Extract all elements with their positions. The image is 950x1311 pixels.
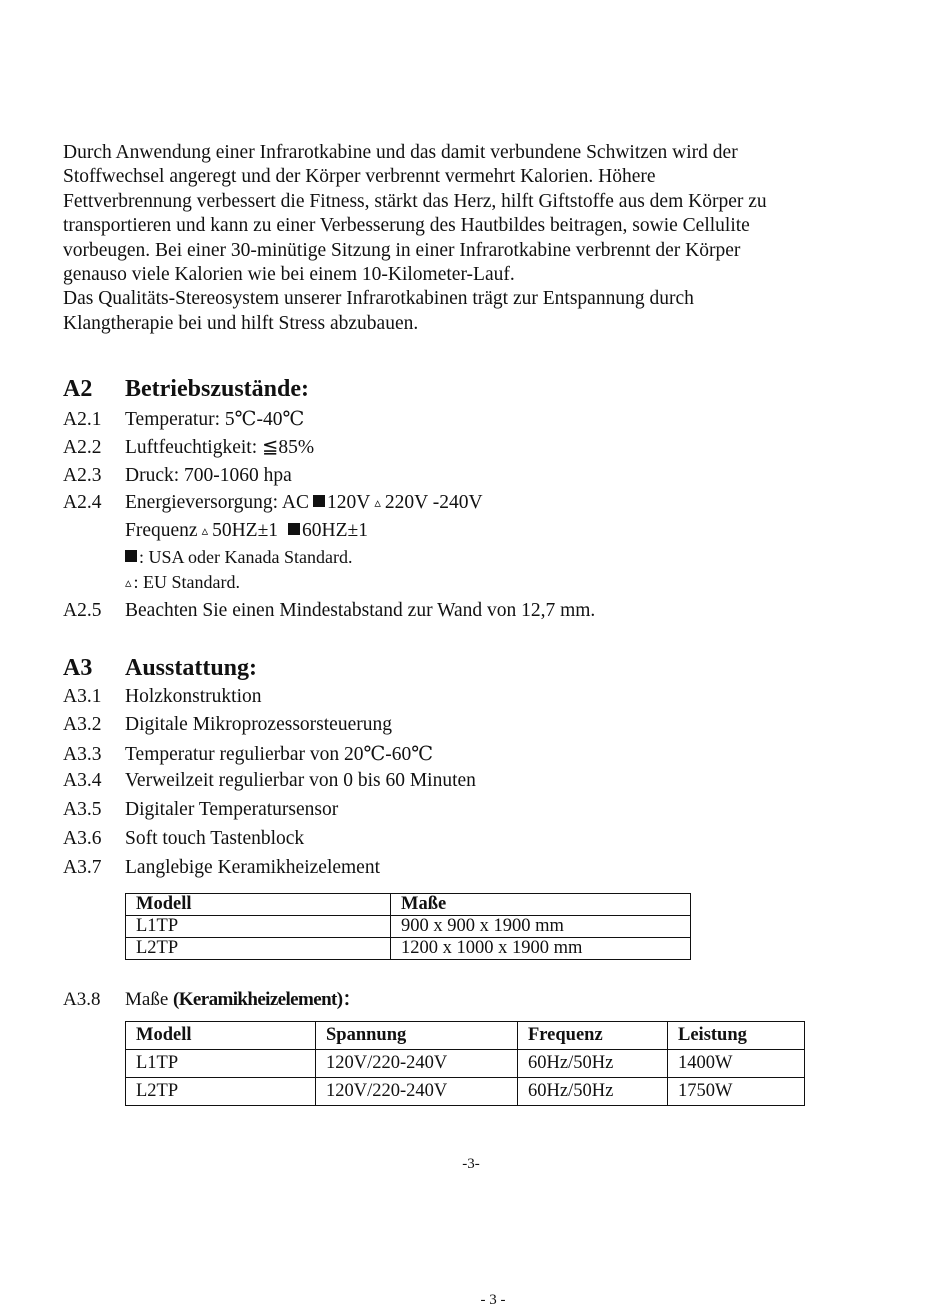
table-cell: 1400W bbox=[668, 1050, 805, 1078]
section-title: Ausstattung: bbox=[125, 655, 258, 681]
item-text: Soft touch Tastenblock bbox=[125, 828, 305, 849]
table-cell: 900 x 900 x 1900 mm bbox=[391, 916, 691, 938]
table-cell: 120V/220-240V bbox=[316, 1050, 518, 1078]
text-line: genauso viele Kalorien wie bei einem 10-Kilometer-Lauf. bbox=[63, 264, 515, 286]
legend-us bbox=[125, 547, 352, 568]
list-item bbox=[63, 600, 595, 622]
item-number: A2.4 bbox=[63, 492, 102, 513]
table-header-cell: Leistung bbox=[668, 1022, 805, 1050]
item-text: Holzkonstruktion bbox=[125, 686, 262, 707]
item-number: A3.7 bbox=[63, 857, 102, 878]
eu-triangle-icon: ▵ bbox=[201, 523, 209, 538]
legend-text: : EU Standard. bbox=[133, 572, 241, 592]
eu-frequency: 50HZ±1 bbox=[212, 520, 279, 541]
table-header-cell: Modell bbox=[126, 1022, 316, 1050]
text-line: transportieren und kann zu einer Verbesserung des Hautbildes beitragen, sowie Cellulite bbox=[63, 215, 750, 237]
item-text-bold: (Keramikheizelement)： bbox=[173, 989, 361, 1010]
table-row bbox=[126, 1050, 805, 1078]
list-item bbox=[63, 857, 380, 879]
text-line: vorbeugen. Bei einer 30-minütige Sitzung in einer Infrarotkabine verbrennt der Körper bbox=[63, 239, 741, 261]
us-frequency: 60HZ±1 bbox=[302, 520, 368, 541]
page-number-outer: - 3 - bbox=[480, 1292, 506, 1308]
heating-element-table bbox=[125, 1021, 805, 1106]
table-header-cell: Maße bbox=[391, 894, 691, 916]
table-cell: 1750W bbox=[668, 1078, 805, 1106]
list-item bbox=[63, 714, 392, 736]
item-text: Verweilzeit regulierbar von 0 bis 60 Minuten bbox=[125, 770, 476, 791]
section-heading-a3 bbox=[63, 655, 257, 682]
item-text: Digitale Mikroprozessorsteuerung bbox=[125, 714, 392, 735]
item-text: Energieversorgung: AC bbox=[125, 492, 309, 513]
text-line: Durch Anwendung einer Infrarotkabine und das damit verbundene Schwitzen wird der bbox=[63, 142, 738, 163]
item-number: A3.4 bbox=[63, 770, 102, 791]
item-number: A3.8 bbox=[63, 989, 101, 1010]
item-text: Temperatur regulierbar von 20℃-60℃ bbox=[125, 744, 434, 765]
eu-triangle-icon: ▵ bbox=[374, 495, 381, 510]
item-number: A3.6 bbox=[63, 828, 102, 849]
table-header-cell: Modell bbox=[126, 894, 391, 916]
legend-eu bbox=[125, 572, 240, 593]
list-item bbox=[63, 742, 433, 766]
table-cell: 1200 x 1000 x 1900 mm bbox=[391, 938, 691, 960]
square-legend-icon bbox=[125, 550, 137, 562]
triangle-legend-icon: ▵ bbox=[125, 575, 132, 590]
item-number: A2.2 bbox=[63, 437, 102, 458]
table-header-row bbox=[126, 894, 691, 916]
item-text: Maße bbox=[125, 989, 169, 1010]
list-item bbox=[63, 770, 476, 792]
table-cell: 60Hz/50Hz bbox=[518, 1050, 668, 1078]
intro-text bbox=[63, 141, 883, 336]
text-line: Klangtherapie bei und hilft Stress abzubauen. bbox=[63, 312, 419, 334]
page-number-inner: -3- bbox=[462, 1156, 480, 1172]
table-cell: L1TP bbox=[126, 916, 391, 938]
table-row bbox=[126, 1078, 805, 1106]
item-number: A2.3 bbox=[63, 465, 102, 486]
section-heading-a2 bbox=[63, 376, 309, 403]
table-cell: L2TP bbox=[126, 938, 391, 960]
item-number: A3.3 bbox=[63, 744, 102, 765]
power-supply-item bbox=[63, 492, 483, 514]
list-item bbox=[63, 465, 292, 487]
table-cell: L2TP bbox=[126, 1078, 316, 1106]
table-header-row bbox=[126, 1022, 805, 1050]
table-cell: 120V/220-240V bbox=[316, 1078, 518, 1106]
heating-element-heading bbox=[63, 984, 361, 1011]
item-number: A2.5 bbox=[63, 600, 102, 621]
item-text: Langlebige Keramikheizelement bbox=[125, 857, 381, 878]
intro-paragraph-2 bbox=[63, 287, 883, 336]
item-number: A2.1 bbox=[63, 409, 102, 430]
item-number: A3.2 bbox=[63, 714, 102, 735]
us-square-icon bbox=[313, 495, 325, 507]
intro-paragraph-1 bbox=[63, 141, 883, 287]
item-text: Beachten Sie einen Mindestabstand zur Wand von 12,7 mm. bbox=[125, 600, 596, 621]
eu-voltage: 220V -240V bbox=[384, 492, 483, 513]
list-item bbox=[63, 686, 262, 708]
text-line: Das Qualitäts-Stereosystem unserer Infrarotkabinen trägt zur Entspannung durch bbox=[63, 288, 694, 310]
us-voltage: 120V bbox=[326, 492, 371, 513]
table-row bbox=[126, 916, 691, 938]
legend-text: : USA oder Kanada Standard. bbox=[139, 547, 353, 567]
list-item bbox=[63, 828, 304, 850]
list-item bbox=[63, 435, 314, 459]
us-square-icon bbox=[288, 523, 300, 535]
list-item bbox=[63, 799, 338, 821]
section-title: Betriebszustände: bbox=[125, 376, 309, 402]
item-number: A3.5 bbox=[63, 799, 102, 820]
table-header-cell: Spannung bbox=[316, 1022, 518, 1050]
item-number: A3.1 bbox=[63, 686, 102, 707]
table-cell: L1TP bbox=[126, 1050, 316, 1078]
frequency-line bbox=[125, 520, 368, 542]
frequency-label: Frequenz bbox=[125, 520, 198, 541]
list-item bbox=[63, 407, 304, 431]
section-number: A3 bbox=[63, 655, 93, 681]
item-text: Digitaler Temperatursensor bbox=[125, 799, 339, 820]
table-cell: 60Hz/50Hz bbox=[518, 1078, 668, 1106]
section-number: A2 bbox=[63, 376, 93, 402]
text-line: Stoffwechsel angeregt und der Körper verbrennt vermehrt Kalorien. Höhere bbox=[63, 166, 656, 188]
dimensions-table bbox=[125, 893, 691, 960]
item-text: Luftfeuchtigkeit: ≦85% bbox=[125, 437, 315, 458]
table-header-cell: Frequenz bbox=[518, 1022, 668, 1050]
table-row bbox=[126, 938, 691, 960]
item-text: Temperatur: 5℃-40℃ bbox=[125, 409, 305, 430]
item-text: Druck: 700-1060 hpa bbox=[125, 465, 292, 486]
text-line: Fettverbrennung verbessert die Fitness, stärkt das Herz, hilft Giftstoffe aus dem Körper zu bbox=[63, 190, 767, 212]
